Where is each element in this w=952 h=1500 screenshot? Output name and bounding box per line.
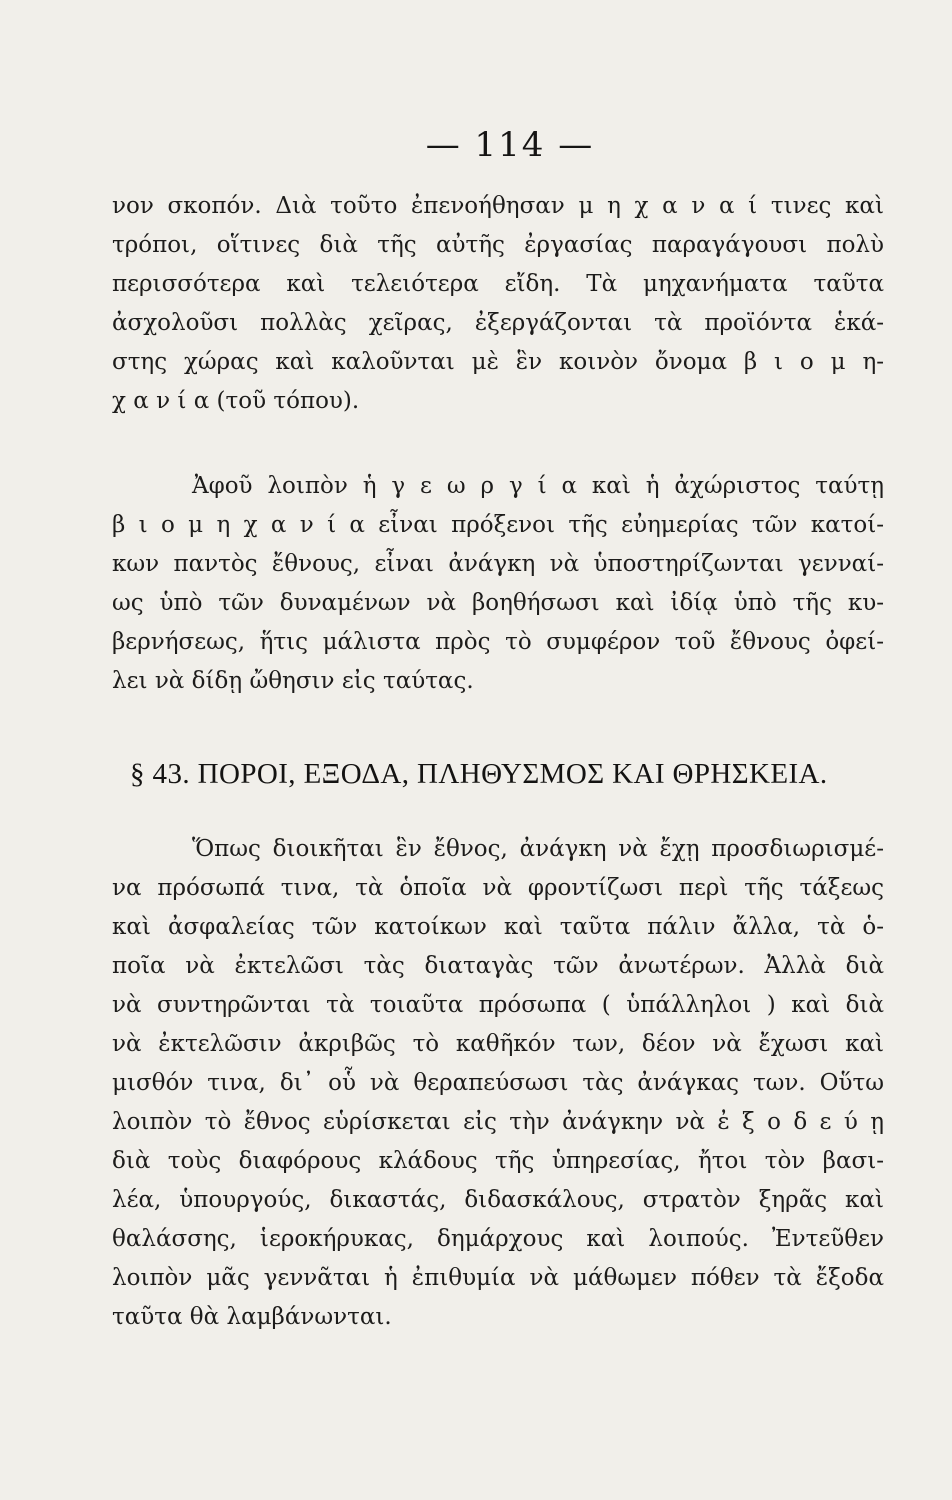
- paragraph-agriculture-industry: [112, 467, 884, 701]
- text-line: ποῖα νὰ ἐκτελῶσι τὰς διαταγὰς τῶν ἀνωτέρων. Ἀλλὰ διὰ: [112, 953, 884, 979]
- text-line: καὶ ἀσφαλείας τῶν κατοίκων καὶ ταῦτα πάλιν ἄλλα, τὰ ὁ-: [112, 914, 884, 940]
- paragraph-industry-intro: [112, 187, 884, 421]
- text-line: στης χώρας καὶ καλοῦνται μὲ ἓν κοινὸν ὄνομα β ι ο μ η-: [112, 349, 884, 375]
- section-heading: [130, 758, 870, 791]
- text-line: ἀσχολοῦσι πολλὰς χεῖρας, ἐξεργάζονται τὰ προϊόντα ἑκά-: [112, 310, 884, 336]
- text-line: κων παντὸς ἔθνους, εἶναι ἀνάγκη νὰ ὑποστηρίζωνται γενναί-: [112, 551, 884, 577]
- text-line: β ι ο μ η χ α ν ί α εἶναι πρόξενοι τῆς εὐημερίας τῶν κατοί-: [112, 512, 884, 538]
- text-line: Ἀφοῦ λοιπὸν ἡ γ ε ω ρ γ ί α καὶ ἡ ἀχώριστος ταύτῃ: [192, 473, 884, 499]
- text-line: νὰ συντηρῶνται τὰ τοιαῦτα πρόσωπα ( ὑπάλληλοι ) καὶ διὰ: [112, 992, 884, 1018]
- text-line: λει νὰ δίδῃ ὤθησιν εἰς ταύτας.: [112, 668, 474, 694]
- section-heading-text: § 43. ΠΟΡΟΙ, ΕΞΟΔΑ, ΠΛΗΘΥΣΜΟΣ ΚΑΙ ΘΡΗΣΚΕΙΑ.: [130, 758, 828, 790]
- text-line: νὰ ἐκτελῶσιν ἀκριβῶς τὸ καθῆκόν των, δέον νὰ ἔχωσι καὶ: [112, 1031, 884, 1057]
- text-line: νον σκοπόν. Διὰ τοῦτο ἐπενοήθησαν μ η χ α ν α ί τινες καὶ: [112, 193, 884, 219]
- text-line: να πρόσωπά τινα, τὰ ὁποῖα νὰ φροντίζωσι περὶ τῆς τάξεως: [112, 875, 884, 901]
- text-line: λέα, ὑπουργούς, δικαστάς, διδασκάλους, στρατὸν ξηρᾶς καὶ: [112, 1187, 884, 1213]
- text-line: λοιπὸν μᾶς γεννᾶται ἡ ἐπιθυμία νὰ μάθωμεν πόθεν τὰ ἔξοδα: [112, 1265, 884, 1291]
- text-line: τρόποι, οἵτινες διὰ τῆς αὐτῆς ἐργασίας παραγάγουσι πολὺ: [112, 232, 884, 258]
- text-line: ταῦτα θὰ λαμβάνωνται.: [112, 1304, 392, 1330]
- text-line: μισθόν τινα, δι᾽ οὗ νὰ θεραπεύσωσι τὰς ἀνάγκας των. Οὕτω: [112, 1070, 884, 1096]
- text-line: περισσότερα καὶ τελειότερα εἴδη. Τὰ μηχανήματα ταῦτα: [112, 271, 884, 297]
- text-line: λοιπὸν τὸ ἔθνος εὑρίσκεται εἰς τὴν ἀνάγκην νὰ ἐ ξ ο δ ε ύ ῃ: [112, 1109, 884, 1135]
- page-number: — 114 —: [425, 125, 595, 165]
- text-line: βερνήσεως, ἥτις μάλιστα πρὸς τὸ συμφέρον τοῦ ἔθνους ὀφεί-: [112, 629, 884, 655]
- text-line: χ α ν ί α (τοῦ τόπου).: [112, 388, 360, 414]
- text-line: Ὅπως διοικῆται ἓν ἔθνος, ἀνάγκη νὰ ἔχῃ προσδιωρισμέ-: [192, 836, 884, 862]
- text-line: ως ὑπὸ τῶν δυναμένων νὰ βοηθήσωσι καὶ ἰδίᾳ ὑπὸ τῆς κυ-: [112, 590, 884, 616]
- text-line: διὰ τοὺς διαφόρους κλάδους τῆς ὑπηρεσίας, ἤτοι τὸν βασι-: [112, 1148, 884, 1174]
- paragraph-state-expenses: [112, 830, 884, 1337]
- text-line: θαλάσσης, ἱεροκήρυκας, δημάρχους καὶ λοιπούς. Ἐντεῦθεν: [112, 1226, 884, 1252]
